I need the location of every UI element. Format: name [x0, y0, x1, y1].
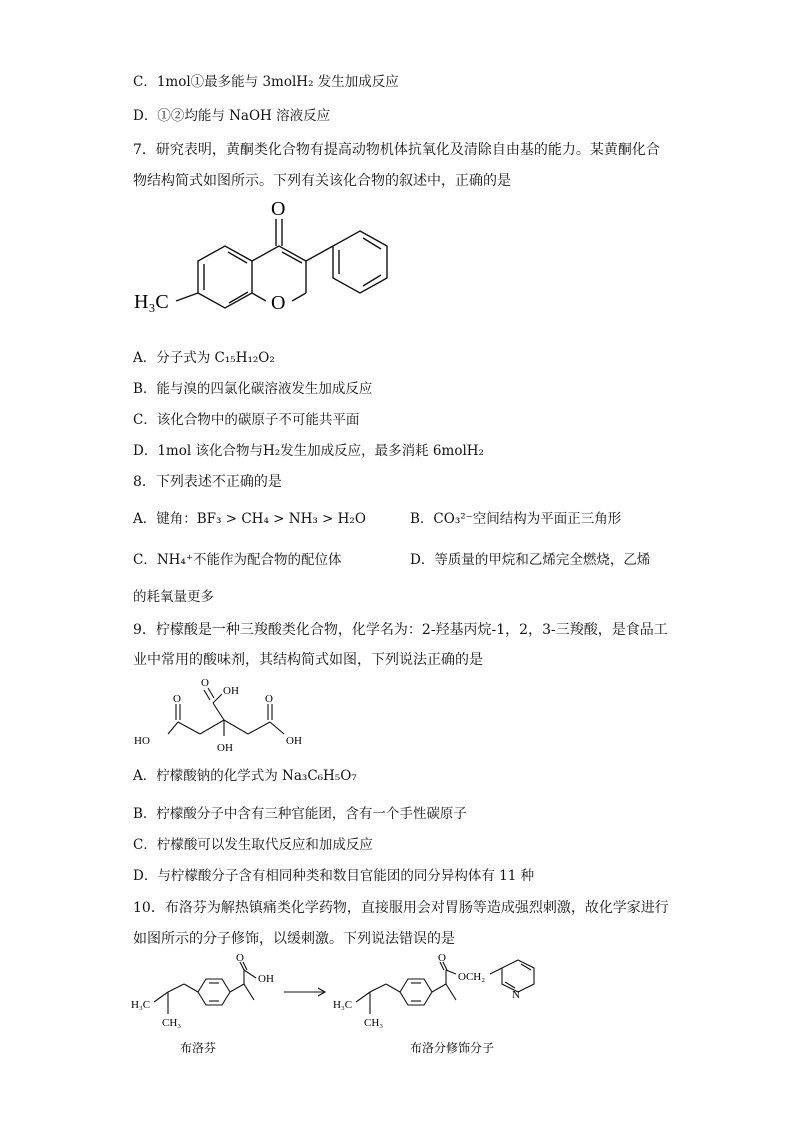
- ibuprofen-modification-scheme: [128, 952, 568, 1062]
- carbonyl-oxygen-label: O: [271, 198, 286, 220]
- citric-oh-right: OH: [286, 735, 302, 747]
- q8-option-c: C．NH₄⁺不能作为配合物的配位体: [133, 552, 342, 568]
- citric-acid-structure: [128, 672, 338, 762]
- modified-h3c: H₃C: [333, 999, 353, 1011]
- pyridine-n: N: [512, 989, 520, 1001]
- q9-option-d: D．与柠檬酸分子含有相同种类和数目官能团的同分异构体有 11 种: [133, 868, 535, 884]
- ibuprofen-h3c: H₃C: [131, 999, 151, 1011]
- flavone-structure: [130, 195, 450, 345]
- ring-oxygen-label: O: [271, 292, 286, 314]
- ibuprofen-caption: 布洛芬: [180, 1041, 217, 1055]
- modified-o: O: [438, 952, 446, 964]
- citric-o-top: O: [201, 677, 209, 689]
- q9-option-c: C．柠檬酸可以发生取代反应和加成反应: [133, 837, 373, 853]
- q8-option-d-line2: 的耗氧量更多: [133, 589, 214, 605]
- q8-option-d-line1: D．等质量的甲烷和乙烯完全燃烧，乙烯: [410, 552, 651, 568]
- modified-ch3: CH₃: [364, 1017, 384, 1029]
- q7-stem-line2: 物结构简式如图所示。下列有关该化合物的叙述中，正确的是: [133, 173, 511, 189]
- q6-option-d: D．①②均能与 NaOH 溶液反应: [133, 108, 331, 124]
- modified-och2: OCH₂: [458, 971, 486, 983]
- q9-stem-line2: 业中常用的酸味剂，其结构简式如图，下列说法正确的是: [133, 652, 483, 668]
- methyl-label: H₃C: [134, 291, 169, 313]
- citric-o-right: O: [265, 693, 273, 705]
- q9-option-b: B．柠檬酸分子中含有三种官能团，含有一个手性碳原子: [133, 806, 467, 822]
- q10-stem-line1: 10．布洛芬为解热镇痛类化学药物，直接服用会对胃肠等造成强烈刺激，故化学家进行: [133, 900, 669, 916]
- q7-option-d: D．1mol 该化合物与H₂发生加成反应，最多消耗 6molH₂: [133, 443, 484, 459]
- modified-caption: 布洛分修饰分子: [410, 1041, 495, 1055]
- citric-oh-top: OH: [223, 685, 239, 697]
- citric-o-left: O: [173, 693, 181, 705]
- q9-stem-line1: 9．柠檬酸是一种三羧酸类化合物，化学名为：2-羟基丙烷-1，2，3-三羧酸，是食品工: [133, 622, 668, 638]
- q7-option-b: B．能与溴的四氯化碳溶液发生加成反应: [133, 381, 373, 397]
- q10-stem-line2: 如图所示的分子修饰，以缓刺激。下列说法错误的是: [133, 931, 455, 947]
- q7-option-a: A．分子式为 C₁₅H₁₂O₂: [133, 350, 275, 366]
- ibuprofen-oh: OH: [258, 973, 274, 985]
- ibuprofen-ch3: CH₃: [162, 1017, 182, 1029]
- q7-stem-line1: 7．研究表明，黄酮类化合物有提高动物机体抗氧化及清除自由基的能力。某黄酮化合: [133, 142, 660, 158]
- q8-option-b: B．CO₃²⁻空间结构为平面正三角形: [410, 511, 622, 527]
- q9-option-a: A．柠檬酸钠的化学式为 Na₃C₆H₅O₇: [133, 768, 357, 784]
- ibuprofen-o: O: [236, 952, 244, 964]
- q8-stem: 8．下列表述不正确的是: [133, 474, 282, 490]
- q8-option-a: A．键角：BF₃ > CH₄ > NH₃ > H₂O: [133, 511, 366, 527]
- q7-option-c: C．该化合物中的碳原子不可能共平面: [133, 412, 360, 428]
- citric-ho-left: HO: [134, 735, 150, 747]
- q6-option-c: C．1mol①最多能与 3molH₂ 发生加成反应: [133, 74, 399, 90]
- citric-oh-center: OH: [217, 742, 233, 754]
